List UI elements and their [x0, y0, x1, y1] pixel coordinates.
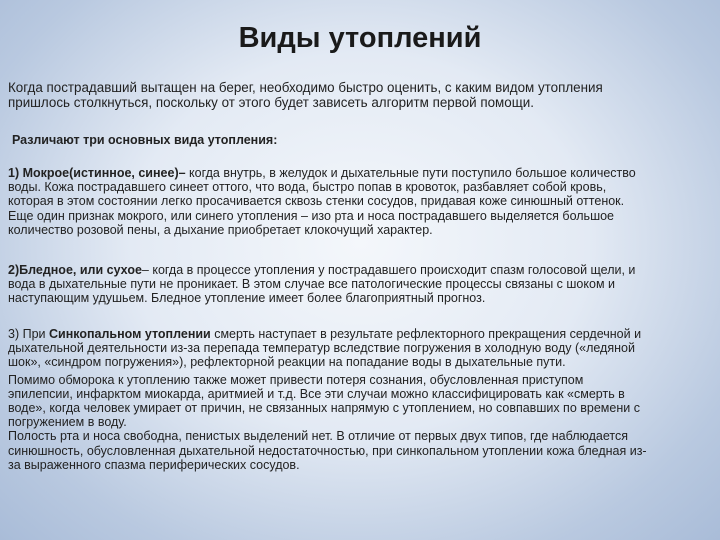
- sync-prefix: 3) При: [8, 327, 49, 341]
- wet-line: [8, 166, 712, 180]
- pale-line-text: – когда в процессе утопления у пострадавшего происходит спазм голосовой щели, и: [141, 263, 636, 277]
- sync-lead: Синкопальном утоплении: [48, 327, 211, 341]
- pale-line: [8, 263, 712, 277]
- wet-lead: 1) Мокрое(истинное, синее)–: [8, 166, 186, 180]
- sync-line: [8, 327, 712, 341]
- wet-line: воды. Кожа пострадавшего синеет оттого, что вода, быстро попав в кровоток, разбавляет собой кровь,: [8, 180, 607, 195]
- pale-drowning-section: [8, 263, 712, 306]
- wet-line: Еще один признак мокрого, или синего утопления – изо рта и носа пострадавшего выделяется большое: [8, 208, 614, 223]
- sync-para2-line: воде», когда человек умирает от причин, не связанных напрямую с утоплением, но совпавших по времени с: [8, 401, 640, 416]
- types-heading: [12, 133, 277, 148]
- syncopal-drowning-section: [8, 327, 712, 472]
- wet-line: количество розовой пены, а дыхание приобретает клокочущий характер.: [8, 222, 433, 237]
- pale-line: наступающим удушьем. Бледное утопление имеет более благоприятный прогноз.: [8, 291, 486, 306]
- sync-line: дыхательной деятельности из-за перепада температур вследствие погружения в холодную воду («ледяной: [8, 341, 635, 356]
- intro-line: Когда пострадавший вытащен на берег, необходимо быстро оценить, с каким видом утопления: [8, 80, 603, 95]
- sync-para3-line: синюшность, обусловленная дыхательной недостаточностью, при синкопальном утоплении кожа бледная из-: [8, 443, 647, 458]
- sync-para3-line: Полость рта и носа свободна, пенистых выделений нет. В отличие от первых двух типов, где наблюдается: [8, 429, 628, 444]
- pale-line: вода в дыхательные пути не проникает. В этом случае все патологические процессы связаны с шоком и: [8, 277, 615, 292]
- wet-drowning-section: [8, 166, 712, 237]
- sync-para2-line: эпилепсии, инфарктом миокарда, аритмией и т.д. Все эти случаи можно классифицировать как «смерть в: [8, 386, 625, 401]
- sync-para2-line: Помимо обморока к утоплению также может привести потеря сознания, обусловленная приступом: [8, 372, 584, 387]
- wet-line: которая в этом состоянии легко просачивается сквозь стенки сосудов, придавая коже синюшный оттенок.: [8, 194, 625, 209]
- intro-line: пришлось столкнуться, поскольку от этого будет зависеть алгоритм первой помощи.: [8, 95, 534, 110]
- sync-line-text: смерть наступает в результате рефлекторного прекращения сердечной и: [210, 327, 642, 341]
- sync-para3-line: за выраженного спазма периферических сосудов.: [8, 457, 300, 472]
- types-heading-text: Различают три основных вида утопления:: [12, 133, 278, 147]
- intro-paragraph: [8, 80, 710, 110]
- sync-para2-line: погружением в воду.: [8, 415, 127, 430]
- pale-lead: 2)Бледное, или сухое: [8, 263, 142, 277]
- wet-line-text: когда внутрь, в желудок и дыхательные пути поступило большое количество: [185, 166, 636, 180]
- sync-line: шок», «синдром погружения»), рефлекторной реакции на попадание воды в дыхательные пути.: [8, 355, 566, 370]
- slide-title: Виды утоплений: [238, 22, 482, 54]
